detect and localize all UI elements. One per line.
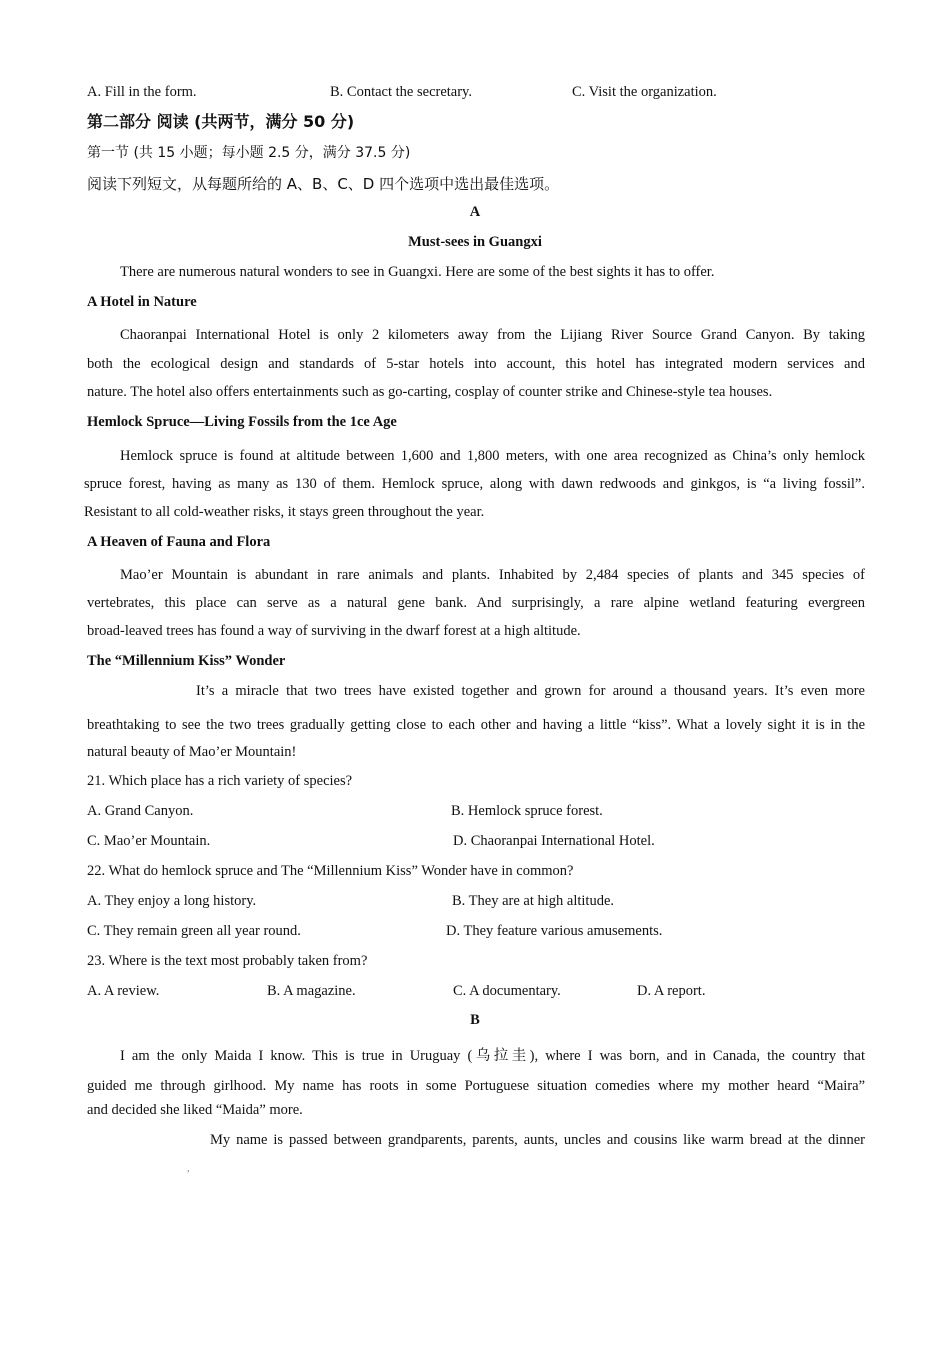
kiss-line-2: breathtaking to see the two trees gradually getting close to each other and having a little “kiss”. What a lovely sight it is in the [87, 717, 865, 733]
passage-a-title: Must-sees in Guangxi [408, 234, 542, 250]
q21-option-a: A. Grand Canyon. [87, 803, 194, 819]
part-title: 第二部分 阅读 (共两节，满分 50 分) [87, 112, 355, 131]
section-heading-kiss: The “Millennium Kiss” Wonder [87, 653, 286, 669]
hotel-line-3: nature. The hotel also offers entertainments such as go-carting, cosplay of counter strike and Chinese-style tea houses. [87, 384, 773, 400]
passage-a-letter: A [469, 204, 481, 220]
section-heading-hemlock: Hemlock Spruce—Living Fossils from the 1ce Age [87, 414, 397, 430]
question-22: 22. What do hemlock spruce and The “Millennium Kiss” Wonder have in common? [87, 863, 574, 879]
footer-mark: , [187, 1163, 190, 1174]
section-heading-fauna: A Heaven of Fauna and Flora [87, 534, 271, 550]
q23-option-d: D. A report. [637, 983, 706, 999]
q21-option-d: D. Chaoranpai International Hotel. [453, 833, 655, 849]
option-c: C. Visit the organization. [572, 84, 717, 100]
hemlock-line-2: spruce forest, having as many as 130 of them. Hemlock spruce, along with dawn redwoods and ginkgos, is “a living fossil”. [84, 476, 865, 492]
passage-b-line-3: and decided she liked “Maida” more. [87, 1102, 303, 1118]
kiss-line-1: It’s a miracle that two trees have existed together and grown for around a thousand years. It’s even more [196, 683, 865, 699]
q22-option-c: C. They remain green all year round. [87, 923, 301, 939]
passage-a-intro: There are numerous natural wonders to see in Guangxi. Here are some of the best sights it has to offer. [120, 264, 715, 280]
question-23: 23. Where is the text most probably taken from? [87, 953, 368, 969]
hotel-line-2: both the ecological design and standards of 5-star hotels into account, this hotel has integrated modern services and [87, 356, 865, 372]
section-heading-hotel: A Hotel in Nature [87, 294, 197, 310]
q23-option-a: A. A review. [87, 983, 160, 999]
q22-option-a: A. They enjoy a long history. [87, 893, 257, 909]
passage-b-letter: B [470, 1012, 480, 1028]
q22-option-b: B. They are at high altitude. [452, 893, 615, 909]
fauna-line-1: Mao’er Mountain is abundant in rare animals and plants. Inhabited by 2,484 species of plants and 345 species of [120, 567, 865, 583]
passage-b-line-2: guided me through girlhood. My name has roots in some Portuguese situation comedies where my mother heard “Maira” [87, 1078, 865, 1094]
passage-b-line-1: I am the only Maida I know. This is true in Uruguay (乌拉圭), where I was born, and in Canada, the country that [120, 1048, 865, 1064]
question-21: 21. Which place has a rich variety of species? [87, 773, 353, 789]
q21-option-b: B. Hemlock spruce forest. [451, 803, 603, 819]
q23-option-b: B. A magazine. [267, 983, 356, 999]
q22-option-d: D. They feature various amusements. [446, 923, 663, 939]
hemlock-line-1: Hemlock spruce is found at altitude between 1,600 and 1,800 meters, with one area recognized as China’s only hemlock [120, 448, 865, 464]
q21-option-c: C. Mao’er Mountain. [87, 833, 211, 849]
fauna-line-3: broad-leaved trees has found a way of surviving in the dwarf forest at a high altitude. [87, 623, 581, 639]
q23-option-c: C. A documentary. [453, 983, 561, 999]
option-a: A. Fill in the form. [87, 84, 197, 100]
instruction: 阅读下列短文，从每题所给的 A、B、C、D 四个选项中选出最佳选项。 [87, 175, 560, 193]
passage-b-line-4: My name is passed between grandparents, parents, aunts, uncles and cousins like warm bread at the dinner [210, 1132, 865, 1148]
option-b: B. Contact the secretary. [330, 84, 472, 100]
hotel-line-1: Chaoranpai International Hotel is only 2 kilometers away from the Lijiang River Source Grand Canyon. By taking [120, 327, 865, 343]
kiss-line-3: natural beauty of Mao’er Mountain! [87, 744, 297, 760]
fauna-line-2: vertebrates, this place can serve as a natural gene bank. And surprisingly, a rare alpine wetland featuring evergreen [87, 595, 865, 611]
section-title: 第一节 (共 15 小题；每小题 2.5 分，满分 37.5 分) [87, 145, 411, 161]
hemlock-line-3: Resistant to all cold-weather risks, it stays green throughout the year. [84, 504, 485, 520]
